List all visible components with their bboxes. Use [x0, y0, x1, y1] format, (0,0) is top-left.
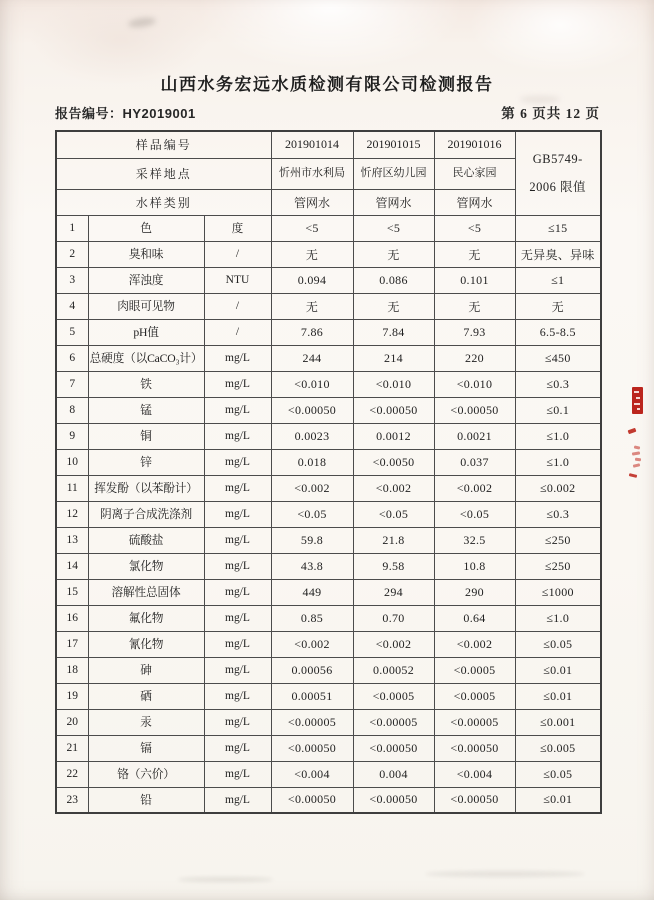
row-number: 18: [56, 657, 88, 683]
table-header: [56, 131, 601, 215]
sample2-value: <0.05: [353, 501, 434, 527]
row-number: 11: [56, 475, 88, 501]
sample1-value: <0.00050: [271, 787, 353, 813]
limit-value: ≤0.005: [515, 735, 601, 761]
limit-value: ≤0.3: [515, 501, 601, 527]
sample3-value: 无: [434, 241, 515, 267]
table-row: [56, 605, 601, 631]
sample1-value: <0.010: [271, 371, 353, 397]
red-seal-fragment: [631, 446, 642, 470]
row-number: 4: [56, 293, 88, 319]
table-row: [56, 501, 601, 527]
sample1-value: 43.8: [271, 553, 353, 579]
sample1-value: 244: [271, 345, 353, 371]
table-row: [56, 241, 601, 267]
sample3-value: 10.8: [434, 553, 515, 579]
results-table: [55, 130, 602, 814]
limit-value: ≤0.01: [515, 683, 601, 709]
sample3-value: <0.00050: [434, 735, 515, 761]
location-3: 民心家园: [434, 158, 515, 189]
table-row: [56, 657, 601, 683]
row-number: 16: [56, 605, 88, 631]
limit-value: ≤0.05: [515, 761, 601, 787]
scan-smudge: [128, 16, 157, 29]
sample1-value: 无: [271, 241, 353, 267]
sample2-value: 无: [353, 241, 434, 267]
scan-smudge: [425, 871, 585, 877]
table-row: [56, 293, 601, 319]
parameter-name: 锌: [88, 449, 204, 475]
parameter-name: 氰化物: [88, 631, 204, 657]
sample2-value: <0.00050: [353, 397, 434, 423]
sample2-value: 0.086: [353, 267, 434, 293]
limit-value: 无: [515, 293, 601, 319]
limit-value: ≤450: [515, 345, 601, 371]
unit-cell: mg/L: [204, 527, 271, 553]
parameter-name: 硒: [88, 683, 204, 709]
sample3-value: 0.037: [434, 449, 515, 475]
parameter-name: 氟化物: [88, 605, 204, 631]
parameter-name: 硫酸盐: [88, 527, 204, 553]
report-title: 山西水务宏远水质检测有限公司检测报告: [160, 75, 494, 94]
scan-smudge: [178, 877, 273, 882]
sample2-value: <5: [353, 215, 434, 241]
parameter-name: 挥发酚（以苯酚计）: [88, 475, 204, 501]
sample2-value: <0.00050: [353, 735, 434, 761]
unit-cell: mg/L: [204, 475, 271, 501]
row-number: 5: [56, 319, 88, 345]
location-label: 采样地点: [56, 158, 271, 189]
sample1-value: 0.00051: [271, 683, 353, 709]
sample2-value: 0.00052: [353, 657, 434, 683]
limit-value: ≤15: [515, 215, 601, 241]
row-number: 1: [56, 215, 88, 241]
row-number: 10: [56, 449, 88, 475]
sample-no-2: 201901015: [353, 131, 434, 158]
table-row: [56, 709, 601, 735]
sample2-value: 0.70: [353, 605, 434, 631]
sample3-value: 290: [434, 579, 515, 605]
limit-value: ≤0.1: [515, 397, 601, 423]
sample3-value: <0.00050: [434, 787, 515, 813]
parameter-name: 氯化物: [88, 553, 204, 579]
unit-cell: /: [204, 319, 271, 345]
unit-cell: mg/L: [204, 735, 271, 761]
water-type-3: 管网水: [434, 189, 515, 215]
unit-cell: mg/L: [204, 345, 271, 371]
parameter-name: 汞: [88, 709, 204, 735]
parameter-name: 镉: [88, 735, 204, 761]
sample2-value: <0.00005: [353, 709, 434, 735]
unit-cell: mg/L: [204, 657, 271, 683]
limit-value: 6.5-8.5: [515, 319, 601, 345]
sample1-value: <0.00005: [271, 709, 353, 735]
unit-cell: mg/L: [204, 371, 271, 397]
row-number: 22: [56, 761, 88, 787]
location-2: 忻府区幼儿园: [353, 158, 434, 189]
table-row: [56, 449, 601, 475]
sample2-value: 21.8: [353, 527, 434, 553]
sample3-value: <0.00005: [434, 709, 515, 735]
sample1-value: 0.018: [271, 449, 353, 475]
limit-value: ≤1.0: [515, 605, 601, 631]
sample3-value: 32.5: [434, 527, 515, 553]
parameter-name: 阴离子合成洗涤剂: [88, 501, 204, 527]
sample1-value: 0.85: [271, 605, 353, 631]
sample2-value: 7.84: [353, 319, 434, 345]
table-row: [56, 319, 601, 345]
sample3-value: 7.93: [434, 319, 515, 345]
limit-value: ≤1000: [515, 579, 601, 605]
sample2-value: <0.00050: [353, 787, 434, 813]
sample1-value: <0.002: [271, 631, 353, 657]
limit-value: ≤0.01: [515, 657, 601, 683]
table-row: [56, 735, 601, 761]
sample2-value: 9.58: [353, 553, 434, 579]
limit-standard-header: [515, 131, 601, 215]
unit-cell: mg/L: [204, 709, 271, 735]
unit-cell: /: [204, 241, 271, 267]
sample3-value: <0.010: [434, 371, 515, 397]
sample2-value: 214: [353, 345, 434, 371]
sample2-value: 294: [353, 579, 434, 605]
table-row: [56, 423, 601, 449]
table-row: [56, 787, 601, 813]
sample2-value: 0.004: [353, 761, 434, 787]
limit-value: ≤250: [515, 553, 601, 579]
sample3-value: 无: [434, 293, 515, 319]
row-number: 6: [56, 345, 88, 371]
limit-standard-line2: 2006 限值: [529, 180, 587, 195]
sample-no-label: 样品编号: [56, 131, 271, 158]
sample1-value: 无: [271, 293, 353, 319]
parameter-name: 锰: [88, 397, 204, 423]
sample2-value: 0.0012: [353, 423, 434, 449]
table-row: [56, 553, 601, 579]
sample1-value: <0.05: [271, 501, 353, 527]
unit-cell: mg/L: [204, 449, 271, 475]
unit-cell: mg/L: [204, 553, 271, 579]
parameter-name: 臭和味: [88, 241, 204, 267]
limit-value: ≤0.01: [515, 787, 601, 813]
row-number: 13: [56, 527, 88, 553]
sample3-value: 0.64: [434, 605, 515, 631]
sample3-value: <0.0005: [434, 657, 515, 683]
row-number: 8: [56, 397, 88, 423]
sample1-value: 59.8: [271, 527, 353, 553]
parameter-name: 肉眼可见物: [88, 293, 204, 319]
water-type-label: 水样类别: [56, 189, 271, 215]
red-seal-fragment: [628, 428, 637, 434]
limit-value: ≤1: [515, 267, 601, 293]
sample3-value: 0.0021: [434, 423, 515, 449]
limit-value: ≤0.001: [515, 709, 601, 735]
parameter-name: pH值: [88, 319, 204, 345]
unit-cell: /: [204, 293, 271, 319]
row-number: 9: [56, 423, 88, 449]
parameter-name: 浑浊度: [88, 267, 204, 293]
sample3-value: <0.0005: [434, 683, 515, 709]
unit-cell: mg/L: [204, 605, 271, 631]
sample3-value: <0.05: [434, 501, 515, 527]
sample2-value: <0.002: [353, 475, 434, 501]
sample1-value: <5: [271, 215, 353, 241]
sample2-value: <0.0050: [353, 449, 434, 475]
sample2-value: <0.010: [353, 371, 434, 397]
sample-no-3: 201901016: [434, 131, 515, 158]
sample2-value: 无: [353, 293, 434, 319]
sample-no-1: 201901014: [271, 131, 353, 158]
sample3-value: 220: [434, 345, 515, 371]
table-row: [56, 579, 601, 605]
parameter-name: 铅: [88, 787, 204, 813]
parameter-name: 铁: [88, 371, 204, 397]
parameter-name: 砷: [88, 657, 204, 683]
sample3-value: <0.002: [434, 475, 515, 501]
parameter-name: 铬（六价）: [88, 761, 204, 787]
table-row: [56, 345, 601, 371]
table-row: [56, 683, 601, 709]
sample1-value: <0.00050: [271, 735, 353, 761]
row-number: 19: [56, 683, 88, 709]
parameter-name: 色: [88, 215, 204, 241]
table-row: [56, 761, 601, 787]
sample3-value: <0.002: [434, 631, 515, 657]
limit-value: 无异臭、异味: [515, 241, 601, 267]
unit-cell: mg/L: [204, 683, 271, 709]
limit-value: ≤1.0: [515, 449, 601, 475]
unit-cell: mg/L: [204, 501, 271, 527]
unit-cell: mg/L: [204, 423, 271, 449]
parameter-name: 铜: [88, 423, 204, 449]
row-number: 3: [56, 267, 88, 293]
limit-value: ≤0.05: [515, 631, 601, 657]
unit-cell: mg/L: [204, 631, 271, 657]
sample1-value: <0.00050: [271, 397, 353, 423]
sample1-value: 0.0023: [271, 423, 353, 449]
water-type-2: 管网水: [353, 189, 434, 215]
unit-cell: NTU: [204, 267, 271, 293]
sample2-value: <0.002: [353, 631, 434, 657]
sample1-value: 449: [271, 579, 353, 605]
limit-value: ≤250: [515, 527, 601, 553]
sample1-value: <0.002: [271, 475, 353, 501]
unit-cell: 度: [204, 215, 271, 241]
sample2-value: <0.0005: [353, 683, 434, 709]
sample3-value: <0.00050: [434, 397, 515, 423]
row-number: 23: [56, 787, 88, 813]
sample1-value: 0.094: [271, 267, 353, 293]
row-number: 14: [56, 553, 88, 579]
table-row: [56, 631, 601, 657]
table-row: [56, 397, 601, 423]
sample3-value: 0.101: [434, 267, 515, 293]
unit-cell: mg/L: [204, 579, 271, 605]
sample3-value: <5: [434, 215, 515, 241]
sample3-value: <0.004: [434, 761, 515, 787]
red-seal-fragment: [629, 473, 637, 478]
red-seal-fragment: [632, 387, 643, 414]
limit-standard-line1: GB5749-: [532, 152, 583, 167]
limit-value: ≤0.002: [515, 475, 601, 501]
parameter-name: 总硬度（以CaCO₃计）: [88, 345, 204, 371]
row-number: 17: [56, 631, 88, 657]
location-1: 忻州市水利局: [271, 158, 353, 189]
table-row: [56, 527, 601, 553]
row-number: 21: [56, 735, 88, 761]
row-number: 15: [56, 579, 88, 605]
unit-cell: mg/L: [204, 397, 271, 423]
table-row: [56, 371, 601, 397]
page-indicator: 第 6 页共 12 页: [501, 106, 600, 121]
sample1-value: 7.86: [271, 319, 353, 345]
table-body: [56, 215, 601, 813]
sample1-value: 0.00056: [271, 657, 353, 683]
sample1-value: <0.004: [271, 761, 353, 787]
water-type-1: 管网水: [271, 189, 353, 215]
report-number: 报告编号：HY2019001: [55, 106, 196, 121]
table-row: [56, 475, 601, 501]
row-number: 12: [56, 501, 88, 527]
unit-cell: mg/L: [204, 787, 271, 813]
report-meta: [55, 102, 600, 122]
table-row: [56, 267, 601, 293]
row-number: 7: [56, 371, 88, 397]
table-row: [56, 215, 601, 241]
row-number: 2: [56, 241, 88, 267]
parameter-name: 溶解性总固体: [88, 579, 204, 605]
unit-cell: mg/L: [204, 761, 271, 787]
row-number: 20: [56, 709, 88, 735]
limit-value: ≤0.3: [515, 371, 601, 397]
limit-value: ≤1.0: [515, 423, 601, 449]
